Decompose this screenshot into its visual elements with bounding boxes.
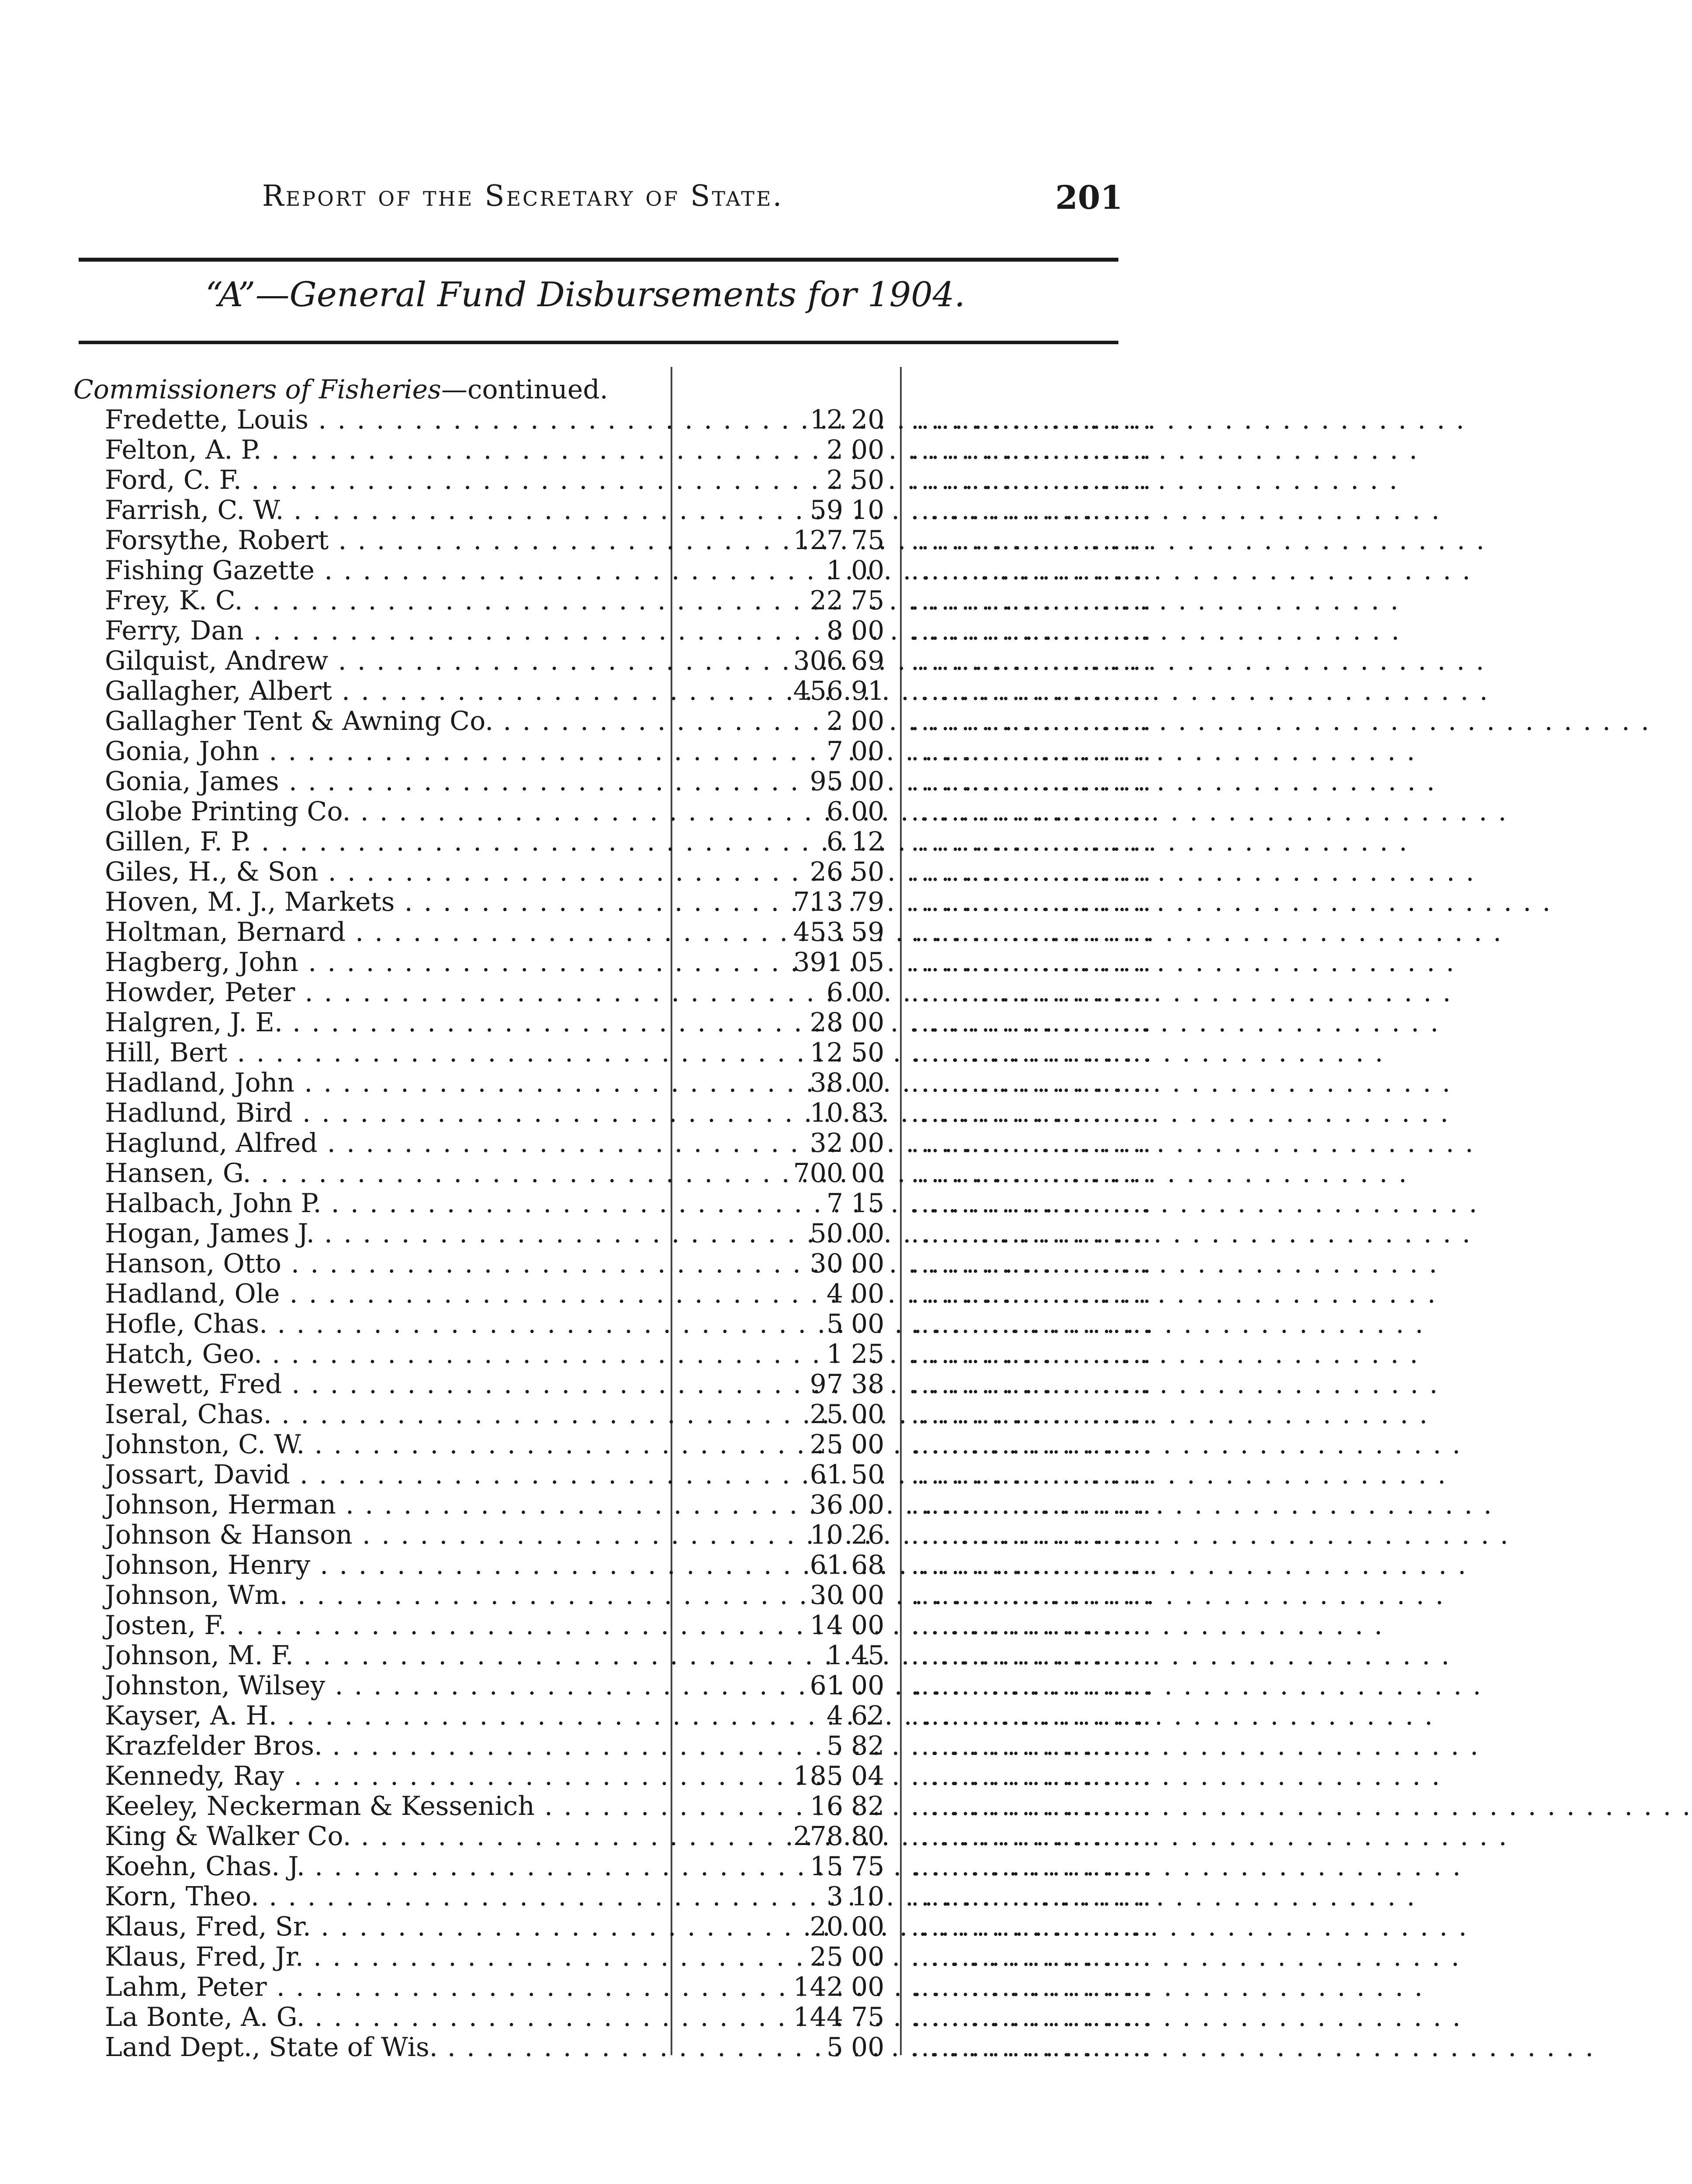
amount-cents: 00 bbox=[851, 1610, 885, 1641]
amount-cents: 00 bbox=[851, 1279, 885, 1309]
table-row bbox=[0, 1189, 1363, 1219]
section-heading-suffix: —continued. bbox=[441, 374, 608, 405]
total-column-leader: ........................ bbox=[911, 1911, 1153, 1942]
amount-dollars: 38 bbox=[810, 1068, 843, 1098]
payee-name: Johnston, Wilsey . . . bbox=[105, 1671, 662, 1701]
amount-dollars: 6 bbox=[826, 826, 843, 857]
payee-name: Klaus, Fred, Jr. . . . bbox=[105, 1942, 662, 1972]
disbursement-table bbox=[0, 405, 1363, 2063]
payee-name: Gilquist, Andrew . . . bbox=[105, 646, 662, 676]
total-column-leader: ........................ bbox=[911, 1339, 1153, 1369]
table-row bbox=[0, 797, 1363, 827]
total-column-leader: ........................ bbox=[911, 1821, 1153, 1852]
amount-dollars: 1 bbox=[826, 1640, 843, 1671]
total-column-leader: ........................ bbox=[911, 1188, 1153, 1219]
table-row bbox=[0, 1821, 1363, 1852]
table-row bbox=[0, 1038, 1363, 1068]
amount-cents: 83 bbox=[851, 1098, 885, 1128]
payee-name: La Bonte, A. G. . . . bbox=[105, 2002, 662, 2032]
amount-dollars: 4 bbox=[826, 1279, 843, 1309]
amount-cents: 45 bbox=[851, 1640, 885, 1671]
table-row bbox=[0, 465, 1363, 495]
amount-dollars: 4 bbox=[826, 1700, 843, 1731]
title-rule bbox=[79, 341, 1118, 344]
table-row bbox=[0, 405, 1363, 435]
amount-dollars: 95 bbox=[810, 766, 843, 797]
table-row bbox=[0, 556, 1363, 586]
total-column-leader: ........................ bbox=[911, 1399, 1153, 1430]
payee-name: Gonia, John . . . bbox=[105, 736, 662, 767]
total-column-leader: ........................ bbox=[911, 706, 1153, 736]
payee-name: Halgren, J. E. . . . bbox=[105, 1008, 662, 1038]
total-column-leader: ........................ bbox=[911, 1610, 1153, 1641]
payee-name: Johnson, M. F. . . . bbox=[105, 1641, 662, 1671]
amount-cents: 50 bbox=[851, 857, 885, 887]
amount-dollars: 144 bbox=[793, 2002, 843, 2032]
payee-name: Johnson, Herman . . . bbox=[105, 1490, 662, 1520]
total-column-leader: ........................ bbox=[911, 736, 1153, 767]
amount-dollars: 5 bbox=[826, 1309, 843, 1339]
amount-dollars: 185 bbox=[793, 1761, 843, 1791]
payee-name: Lahm, Peter . . . bbox=[105, 1972, 662, 2002]
amount-dollars: 3 bbox=[826, 1881, 843, 1912]
total-column-leader: ........................ bbox=[911, 615, 1153, 646]
amount-dollars: 1 bbox=[826, 1339, 843, 1369]
amount-cents: 00 bbox=[851, 977, 885, 1008]
table-row bbox=[0, 706, 1363, 736]
amount-dollars: 278 bbox=[793, 1821, 843, 1852]
total-column-leader: ........................ bbox=[911, 585, 1153, 616]
amount-dollars: 10 bbox=[810, 1098, 843, 1128]
table-row bbox=[0, 1490, 1363, 1520]
payee-name: Fishing Gazette . . . bbox=[105, 556, 662, 586]
table-row bbox=[0, 1580, 1363, 1610]
payee-name: Haglund, Alfred . . . bbox=[105, 1128, 662, 1158]
table-row bbox=[0, 1339, 1363, 1369]
amount-dollars: 59 bbox=[810, 495, 843, 525]
payee-name: Hatch, Geo. . . . bbox=[105, 1339, 662, 1369]
table-row bbox=[0, 1852, 1363, 1882]
total-column-leader: ........................ bbox=[911, 887, 1153, 917]
amount-dollars: 5 bbox=[826, 1731, 843, 1761]
amount-cents: 00 bbox=[851, 706, 885, 736]
total-column-leader: ........................ bbox=[911, 917, 1153, 947]
total-column-leader: ........................ bbox=[911, 1309, 1153, 1339]
payee-name: Felton, A. P. . . . bbox=[105, 435, 662, 465]
payee-name: Korn, Theo. . . . bbox=[105, 1882, 662, 1912]
amount-dollars: 2 bbox=[826, 465, 843, 495]
payee-name: Kennedy, Ray . . . bbox=[105, 1761, 662, 1791]
amount-cents: 25 bbox=[851, 1339, 885, 1369]
amount-cents: 00 bbox=[851, 1489, 885, 1520]
amount-cents: 04 bbox=[851, 1761, 885, 1791]
total-column-leader: ........................ bbox=[911, 1429, 1153, 1460]
payee-name: Hadland, John . . . bbox=[105, 1068, 662, 1098]
amount-cents: 59 bbox=[851, 917, 885, 947]
amount-cents: 80 bbox=[851, 1821, 885, 1852]
amount-dollars: 97 bbox=[810, 1369, 843, 1400]
amount-dollars: 142 bbox=[793, 1972, 843, 2002]
amount-cents: 00 bbox=[851, 766, 885, 797]
amount-dollars: 25 bbox=[810, 1429, 843, 1460]
payee-name: Hagberg, John . . . bbox=[105, 947, 662, 978]
total-column-leader: ........................ bbox=[911, 1007, 1153, 1038]
payee-name: Halbach, John P. . . . bbox=[105, 1189, 662, 1219]
payee-name: King & Walker Co. . . . bbox=[105, 1821, 662, 1852]
total-column-leader: ........................ bbox=[911, 1520, 1153, 1550]
amount-dollars: 36 bbox=[810, 1489, 843, 1520]
total-column-leader: ........................ bbox=[911, 1761, 1153, 1791]
total-column-leader: ........................ bbox=[911, 1881, 1153, 1912]
amount-cents: 00 bbox=[851, 1911, 885, 1942]
amount-cents: 00 bbox=[851, 2032, 885, 2063]
table-row bbox=[0, 1098, 1363, 1128]
amount-cents: 00 bbox=[851, 1670, 885, 1701]
amount-dollars: 30 bbox=[810, 1248, 843, 1279]
amount-cents: 20 bbox=[851, 404, 885, 435]
payee-name: Hoven, M. J., Markets . . . bbox=[105, 887, 662, 917]
payee-name: Johnson, Henry . . . bbox=[105, 1550, 662, 1580]
amount-dollars: 12 bbox=[810, 404, 843, 435]
total-column-leader: ........................ bbox=[911, 1972, 1153, 2002]
amount-dollars: 2 bbox=[826, 435, 843, 465]
amount-dollars: 456 bbox=[793, 676, 843, 706]
total-column-leader: ........................ bbox=[911, 465, 1153, 495]
table-row bbox=[0, 1972, 1363, 2002]
table-row bbox=[0, 676, 1363, 706]
amount-cents: 00 bbox=[851, 1972, 885, 2002]
payee-name: Kayser, A. H. . . . bbox=[105, 1701, 662, 1731]
amount-dollars: 26 bbox=[810, 857, 843, 887]
amount-dollars: 25 bbox=[810, 1942, 843, 1972]
amount-dollars: 15 bbox=[810, 1851, 843, 1882]
amount-cents: 00 bbox=[851, 1068, 885, 1098]
table-row bbox=[0, 767, 1363, 797]
amount-cents: 00 bbox=[851, 1309, 885, 1339]
amount-cents: 12 bbox=[851, 826, 885, 857]
page-number: 201 bbox=[1055, 179, 1123, 217]
section-heading-name: Commissioners of Fisheries bbox=[73, 374, 441, 405]
amount-cents: 00 bbox=[851, 555, 885, 586]
amount-cents: 00 bbox=[851, 1158, 885, 1189]
payee-name: Forsythe, Robert . . . bbox=[105, 525, 662, 556]
amount-cents: 82 bbox=[851, 1791, 885, 1821]
amount-cents: 00 bbox=[851, 1580, 885, 1610]
total-column-leader: ........................ bbox=[911, 1068, 1153, 1098]
table-row bbox=[0, 1912, 1363, 1942]
payee-name: Gallagher, Albert . . . bbox=[105, 676, 662, 706]
table-row bbox=[0, 736, 1363, 767]
table-row bbox=[0, 495, 1363, 525]
amount-cents: 82 bbox=[851, 1731, 885, 1761]
total-column-leader: ........................ bbox=[911, 1369, 1153, 1400]
amount-cents: 00 bbox=[851, 1248, 885, 1279]
total-column-leader: ........................ bbox=[911, 1037, 1153, 1068]
total-column-leader: ........................ bbox=[911, 1791, 1153, 1821]
amount-cents: 75 bbox=[851, 2002, 885, 2032]
amount-dollars: 25 bbox=[810, 1399, 843, 1430]
amount-cents: 69 bbox=[851, 646, 885, 676]
table-row bbox=[0, 1610, 1363, 1641]
total-column-leader: ........................ bbox=[911, 676, 1153, 706]
payee-name: Fredette, Louis . . . bbox=[105, 405, 662, 435]
amount-cents: 38 bbox=[851, 1369, 885, 1400]
amount-dollars: 6 bbox=[826, 977, 843, 1008]
amount-cents: 75 bbox=[851, 525, 885, 556]
table-row bbox=[0, 1550, 1363, 1580]
total-column-leader: ........................ bbox=[911, 977, 1153, 1008]
amount-cents: 00 bbox=[851, 1218, 885, 1249]
total-column-leader: ........................ bbox=[911, 1279, 1153, 1309]
amount-dollars: 713 bbox=[793, 887, 843, 917]
total-column-leader: ........................ bbox=[911, 1158, 1153, 1189]
payee-name: Farrish, C. W. . . . bbox=[105, 495, 662, 525]
amount-cents: 68 bbox=[851, 1550, 885, 1580]
table-row bbox=[0, 2032, 1363, 2063]
amount-dollars: 8 bbox=[826, 615, 843, 646]
amount-cents: 91 bbox=[851, 676, 885, 706]
amount-dollars: 453 bbox=[793, 917, 843, 947]
amount-dollars: 61 bbox=[810, 1550, 843, 1580]
total-column-leader: ........................ bbox=[911, 857, 1153, 887]
total-column-leader: ........................ bbox=[911, 646, 1153, 676]
table-row bbox=[0, 1701, 1363, 1731]
table-row bbox=[0, 1309, 1363, 1339]
payee-name: Hogan, James J. . . . bbox=[105, 1219, 662, 1249]
table-row bbox=[0, 1369, 1363, 1400]
table-row bbox=[0, 616, 1363, 646]
amount-dollars: 28 bbox=[810, 1007, 843, 1038]
amount-cents: 00 bbox=[851, 1399, 885, 1430]
table-row bbox=[0, 586, 1363, 616]
total-column-leader: ........................ bbox=[911, 555, 1153, 586]
table-row bbox=[0, 1400, 1363, 1430]
amount-cents: 75 bbox=[851, 1851, 885, 1882]
payee-name: Frey, K. C. . . . bbox=[105, 586, 662, 616]
table-row bbox=[0, 646, 1363, 676]
amount-cents: 00 bbox=[851, 1429, 885, 1460]
amount-dollars: 7 bbox=[826, 736, 843, 767]
table-row bbox=[0, 525, 1363, 556]
payee-name: Land Dept., State of Wis. . . . bbox=[105, 2032, 662, 2063]
total-column-leader: ........................ bbox=[911, 1128, 1153, 1158]
table-row bbox=[0, 887, 1363, 917]
table-row bbox=[0, 1942, 1363, 1972]
table-row bbox=[0, 1068, 1363, 1098]
table-row bbox=[0, 1158, 1363, 1189]
total-column-leader: ........................ bbox=[911, 1700, 1153, 1731]
payee-name: Hansen, G. . . . bbox=[105, 1158, 662, 1189]
total-column-leader: ........................ bbox=[911, 1459, 1153, 1490]
payee-name: Koehn, Chas. J. . . . bbox=[105, 1852, 662, 1882]
amount-cents: 50 bbox=[851, 1037, 885, 1068]
payee-name: Hadlund, Bird . . . bbox=[105, 1098, 662, 1128]
total-column-leader: ........................ bbox=[911, 1098, 1153, 1128]
top-rule bbox=[79, 258, 1118, 262]
amount-cents: 50 bbox=[851, 1459, 885, 1490]
payee-name: Hadland, Ole . . . bbox=[105, 1279, 662, 1309]
payee-name: Johnston, C. W. . . . bbox=[105, 1430, 662, 1460]
amount-dollars: 7 bbox=[826, 1188, 843, 1219]
payee-name: Hofle, Chas. . . . bbox=[105, 1309, 662, 1339]
total-column-leader: ........................ bbox=[911, 1851, 1153, 1882]
payee-name: Hanson, Otto . . . bbox=[105, 1249, 662, 1279]
amount-dollars: 6 bbox=[826, 796, 843, 827]
section-heading bbox=[73, 375, 608, 405]
amount-cents: 05 bbox=[851, 947, 885, 978]
payee-name: Klaus, Fred, Sr. . . . bbox=[105, 1912, 662, 1942]
total-column-leader: ........................ bbox=[911, 1489, 1153, 1520]
amount-dollars: 20 bbox=[810, 1911, 843, 1942]
payee-name: Krazfelder Bros. . . . bbox=[105, 1731, 662, 1761]
amount-cents: 10 bbox=[851, 1881, 885, 1912]
amount-cents: 00 bbox=[851, 435, 885, 465]
total-column-leader: ........................ bbox=[911, 525, 1153, 556]
payee-name: Iseral, Chas. . . . bbox=[105, 1400, 662, 1430]
amount-dollars: 306 bbox=[793, 646, 843, 676]
amount-dollars: 22 bbox=[810, 585, 843, 616]
table-row bbox=[0, 978, 1363, 1008]
total-column-leader: ........................ bbox=[911, 1248, 1153, 1279]
payee-name: Ford, C. F. . . . bbox=[105, 465, 662, 495]
total-column-leader: ........................ bbox=[911, 495, 1153, 525]
table-row bbox=[0, 1430, 1363, 1460]
amount-cents: 15 bbox=[851, 1188, 885, 1219]
table-row bbox=[0, 827, 1363, 857]
total-column-leader: ........................ bbox=[911, 1942, 1153, 1972]
amount-dollars: 2 bbox=[826, 706, 843, 736]
payee-name: Ferry, Dan . . . bbox=[105, 616, 662, 646]
table-row bbox=[0, 1460, 1363, 1490]
payee-name: Howder, Peter . . . bbox=[105, 978, 662, 1008]
total-column-leader: ........................ bbox=[911, 766, 1153, 797]
payee-name: Holtman, Bernard . . . bbox=[105, 917, 662, 947]
page-header bbox=[262, 179, 1123, 227]
total-column-leader: ........................ bbox=[911, 947, 1153, 978]
total-column-leader: ........................ bbox=[911, 1580, 1153, 1610]
table-row bbox=[0, 435, 1363, 465]
table-row bbox=[0, 1279, 1363, 1309]
amount-dollars: 61 bbox=[810, 1670, 843, 1701]
amount-cents: 00 bbox=[851, 1007, 885, 1038]
payee-name: Gallagher Tent & Awning Co. . . . bbox=[105, 706, 662, 736]
total-column-leader: ........................ bbox=[911, 826, 1153, 857]
payee-name: Gillen, F. P. . . . bbox=[105, 827, 662, 857]
payee-name: Johnson, Wm. . . . bbox=[105, 1580, 662, 1610]
amount-cents: 50 bbox=[851, 465, 885, 495]
amount-dollars: 30 bbox=[810, 1580, 843, 1610]
table-row bbox=[0, 1641, 1363, 1671]
total-column-leader: ........................ bbox=[911, 796, 1153, 827]
total-column-leader: ........................ bbox=[911, 1218, 1153, 1249]
amount-cents: 10 bbox=[851, 495, 885, 525]
amount-dollars: 1 bbox=[826, 555, 843, 586]
amount-cents: 62 bbox=[851, 1700, 885, 1731]
amount-dollars: 61 bbox=[810, 1459, 843, 1490]
amount-dollars: 127 bbox=[793, 525, 843, 556]
payee-name: Hill, Bert . . . bbox=[105, 1038, 662, 1068]
table-row bbox=[0, 947, 1363, 978]
amount-dollars: 5 bbox=[826, 2032, 843, 2063]
table-row bbox=[0, 1520, 1363, 1550]
table-row bbox=[0, 1671, 1363, 1701]
table-row bbox=[0, 1128, 1363, 1158]
payee-name: Josten, F. . . . bbox=[105, 1610, 662, 1641]
total-column-leader: ........................ bbox=[911, 404, 1153, 435]
amount-dollars: 16 bbox=[810, 1791, 843, 1821]
table-row bbox=[0, 1249, 1363, 1279]
table-row bbox=[0, 917, 1363, 947]
payee-name: Hewett, Fred . . . bbox=[105, 1369, 662, 1400]
amount-cents: 00 bbox=[851, 736, 885, 767]
amount-cents: 75 bbox=[851, 585, 885, 616]
amount-dollars: 12 bbox=[810, 1037, 843, 1068]
table-row bbox=[0, 2002, 1363, 2032]
amount-cents: 00 bbox=[851, 615, 885, 646]
table-row bbox=[0, 1791, 1363, 1821]
total-column-leader: ........................ bbox=[911, 1731, 1153, 1761]
total-column-leader: ........................ bbox=[911, 2032, 1153, 2063]
total-column-leader: ........................ bbox=[911, 1640, 1153, 1671]
table-title: “A”—General Fund Disbursements for 1904. bbox=[205, 275, 965, 314]
total-column-leader: ........................ bbox=[911, 1550, 1153, 1580]
table-row bbox=[0, 1731, 1363, 1761]
running-head-title: Report of the Secretary of State. bbox=[262, 179, 784, 213]
table-row bbox=[0, 1882, 1363, 1912]
amount-dollars: 32 bbox=[810, 1128, 843, 1158]
amount-cents: 79 bbox=[851, 887, 885, 917]
table-row bbox=[0, 857, 1363, 887]
amount-dollars: 50 bbox=[810, 1218, 843, 1249]
total-column-leader: ........................ bbox=[911, 1670, 1153, 1701]
amount-cents: 26 bbox=[851, 1520, 885, 1550]
payee-name: Globe Printing Co. . . . bbox=[105, 797, 662, 827]
amount-dollars: 10 bbox=[810, 1520, 843, 1550]
payee-name: Johnson & Hanson . . . bbox=[105, 1520, 662, 1550]
table-row bbox=[0, 1219, 1363, 1249]
payee-name: Jossart, David . . . bbox=[105, 1460, 662, 1490]
total-column-leader: ........................ bbox=[911, 435, 1153, 465]
amount-cents: 00 bbox=[851, 796, 885, 827]
table-row bbox=[0, 1761, 1363, 1791]
amount-cents: 00 bbox=[851, 1942, 885, 1972]
table-row bbox=[0, 1008, 1363, 1038]
amount-cents: 00 bbox=[851, 1128, 885, 1158]
amount-dollars: 700 bbox=[793, 1158, 843, 1189]
payee-name: Gonia, James . . . bbox=[105, 767, 662, 797]
amount-dollars: 391 bbox=[793, 947, 843, 978]
payee-name: Giles, H., & Son . . . bbox=[105, 857, 662, 887]
total-column-leader: ........................ bbox=[911, 2002, 1153, 2032]
amount-dollars: 14 bbox=[810, 1610, 843, 1641]
payee-name: Keeley, Neckerman & Kessenich . . . bbox=[105, 1791, 662, 1821]
